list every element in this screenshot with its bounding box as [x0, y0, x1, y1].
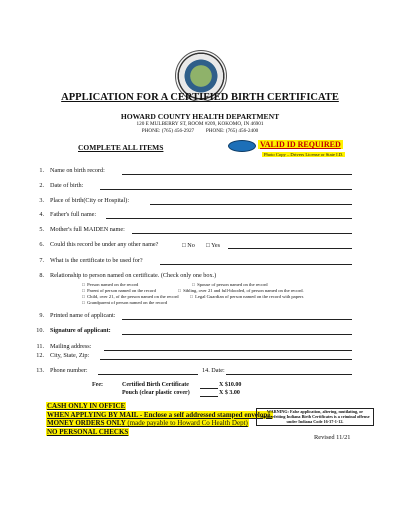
note-mail-instructions: WHEN APPLYING BY MAIL - Enclose a self addressed stamped envelope. [47, 410, 273, 419]
field-number: 1. [39, 167, 44, 174]
signature-field[interactable] [122, 334, 352, 335]
field-number: 8. [39, 272, 44, 279]
name-on-record-field[interactable] [122, 174, 352, 175]
option-label: Parent of person named on the record [87, 288, 156, 293]
money-orders-text: MONEY ORDERS ONLY [47, 419, 126, 428]
department-address: 120 E MULBERRY ST, ROOM #209, KOKOMO, IN 46901 [136, 121, 264, 127]
payment-notes [46, 402, 273, 436]
relationship-option-guardian[interactable]: □ Legal Guardian of person named on the record with papers [190, 294, 304, 299]
field-label: City, State, Zip: [50, 352, 90, 359]
date-of-birth-field[interactable] [100, 189, 352, 190]
date-label: 14. Date: [202, 367, 225, 374]
field-number: 6. [39, 241, 44, 248]
field-number: 11. [36, 343, 44, 350]
field-number: 12. [36, 352, 44, 359]
id-card-icon [228, 140, 256, 152]
field-label: What is the certificate to be used for? [50, 257, 143, 264]
valid-id-subtext: Photo Copy – Drivers License or State I.D. [264, 152, 344, 157]
note-no-checks: NO PERSONAL CHECKS [47, 427, 129, 436]
phone-number-field[interactable] [98, 374, 198, 375]
option-label: Sibling, over 21 and full-blooded, of person named on the record. [183, 288, 304, 293]
field-number: 7. [39, 257, 44, 264]
field-label: Could this record be under any other name? [50, 241, 159, 248]
field-label: Mother's full MAIDEN name: [50, 226, 125, 233]
yes-label: Yes [211, 241, 221, 249]
date-field[interactable] [226, 374, 352, 375]
field-label: Relationship to person named on certificate. (Check only one box.) [50, 272, 217, 279]
option-label: Spouse of person named on the record [197, 282, 268, 287]
mailing-address-field[interactable] [104, 350, 352, 351]
phone-1: PHONE: (765) 456-2927 [141, 128, 195, 134]
field-label: Father's full name: [50, 211, 97, 218]
note-money-orders [46, 419, 249, 427]
other-name-field[interactable] [228, 248, 352, 249]
form-title: APPLICATION FOR A CERTIFIED BIRTH CERTIFICATE [61, 92, 339, 103]
relationship-option-parent[interactable]: □ Parent of person named on the record [82, 288, 156, 293]
note-cash-only: CASH ONLY IN OFFICE [47, 402, 126, 410]
field-row-13 [0, 367, 400, 379]
field-number: 2. [39, 182, 44, 189]
fee-price-certificate: X $10.00 [219, 382, 242, 388]
certificate-quantity-field[interactable] [200, 388, 218, 389]
department-name: HOWARD COUNTY HEALTH DEPARTMENT [120, 112, 280, 121]
revision-date: Revised 11/21 [314, 434, 351, 441]
money-orders-subtext: (made payable to Howard Co Health Dept) [127, 419, 248, 428]
other-name-no-checkbox[interactable]: □ No [182, 241, 195, 249]
field-row-3 [0, 197, 400, 209]
field-number: 5. [39, 226, 44, 233]
field-label: Mailing address: [50, 343, 92, 350]
field-row-1 [0, 167, 400, 179]
no-label: No [187, 241, 195, 249]
field-number: 10. [36, 327, 44, 334]
field-number: 9. [39, 312, 44, 319]
field-label: Printed name of applicant: [50, 312, 116, 319]
field-label: Phone number: [50, 367, 88, 374]
other-name-yes-checkbox[interactable]: □ Yes [206, 241, 221, 249]
relationship-option-grandparent[interactable]: □ Grandparent of person named on the record [82, 300, 168, 305]
fee-item-pouch: Pouch (clear plastic cover) [122, 390, 190, 396]
option-label: Legal Guardian of person named on the record with papers [195, 294, 304, 299]
relationship-option-child[interactable]: □ Child, over 21, of the person named on the record [82, 294, 179, 299]
field-row-4 [0, 211, 400, 223]
field-label: Name on birth record: [50, 167, 105, 174]
field-row-12 [0, 352, 400, 364]
field-label: Place of birth(City or Hospital): [50, 197, 130, 204]
relationship-option-self[interactable]: □ Person named on the record [82, 282, 139, 287]
field-label: Signature of applicant: [50, 327, 111, 334]
pouch-quantity-field[interactable] [200, 396, 218, 397]
certificate-purpose-field[interactable] [160, 264, 352, 265]
field-row-7 [0, 257, 400, 269]
option-label: Person named on the record [87, 282, 139, 287]
fee-price-pouch: X $ 3.00 [219, 390, 240, 396]
warning-box: WARNING: False application, altering, mutilating, or counterfeiting Indiana Birth Certificates is a criminal offense under Indiana Code 16-37-1-12. [256, 408, 374, 426]
department-phones [0, 128, 400, 134]
field-row-6 [0, 241, 400, 253]
field-number: 3. [39, 197, 44, 204]
valid-id-notice: VALID ID REQUIRED [260, 140, 341, 149]
city-state-zip-field[interactable] [100, 359, 352, 360]
father-name-field[interactable] [106, 218, 352, 219]
field-label: Date of birth: [50, 182, 84, 189]
option-label: Child, over 21, of the person named on the record [87, 294, 179, 299]
printed-name-field[interactable] [122, 319, 352, 320]
relationship-option-sibling[interactable]: □ Sibling, over 21 and full-blooded, of person named on the record. [178, 288, 304, 293]
field-number: 4. [39, 211, 44, 218]
field-row-5 [0, 226, 400, 238]
field-number: 13. [36, 367, 44, 374]
fee-label: Fee: [92, 382, 103, 388]
field-row-9 [0, 312, 400, 324]
phone-2: PHONE: (765) 456-2400 [205, 128, 259, 134]
option-label: Grandparent of person named on the record [87, 300, 168, 305]
mother-maiden-name-field[interactable] [132, 233, 352, 234]
field-row-2 [0, 182, 400, 194]
fee-item-certificate: Certified Birth Certificate [122, 382, 189, 388]
complete-all-items-heading: COMPLETE ALL ITEMS [78, 143, 164, 152]
relationship-option-spouse[interactable]: □ Spouse of person named on the record [192, 282, 268, 287]
place-of-birth-field[interactable] [150, 204, 352, 205]
field-row-10 [0, 327, 400, 339]
